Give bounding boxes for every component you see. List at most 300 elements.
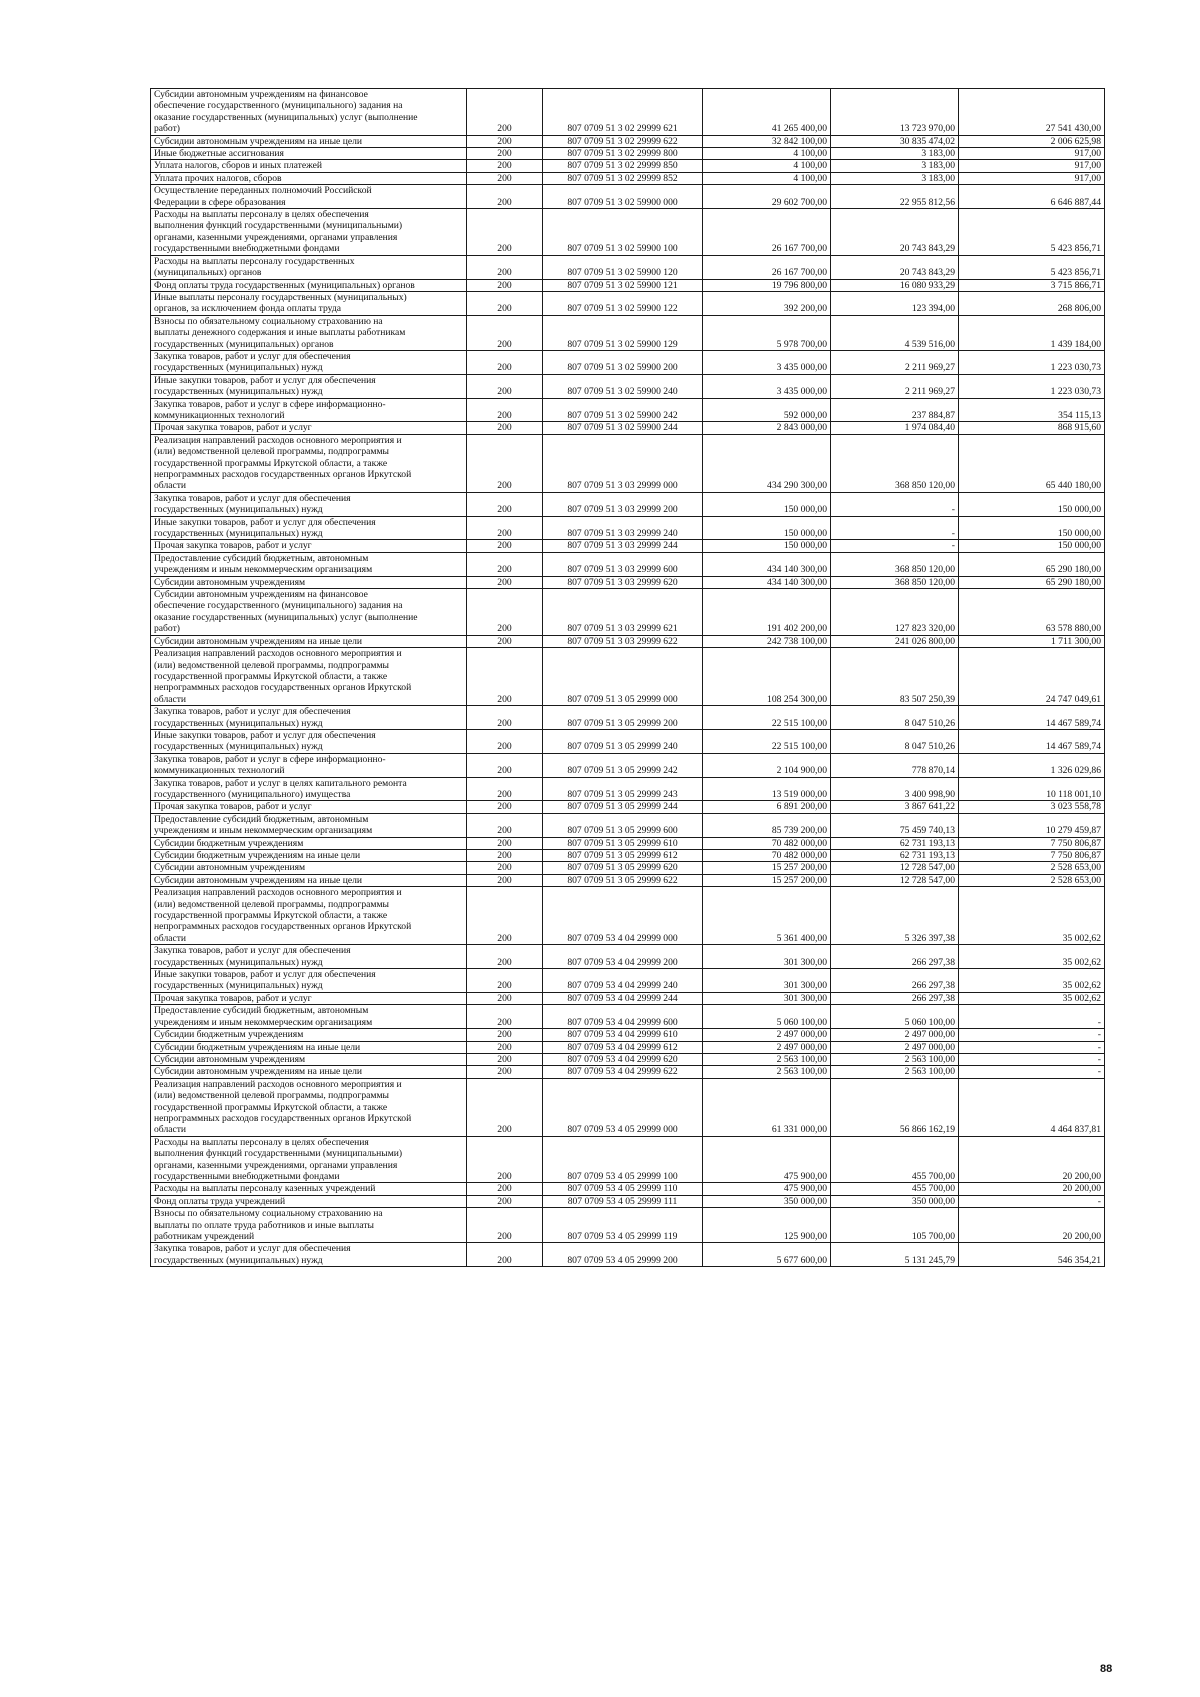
line-code-cell: 200 <box>467 291 543 315</box>
expenditure-name-cell: Иные закупки товаров, работ и услуг для обеспечения государственных (муниципальных) нужд <box>151 516 467 540</box>
line-code-cell: 200 <box>467 801 543 813</box>
budget-classification-code-cell: 807 0709 51 3 03 29999 244 <box>543 540 703 552</box>
expenditure-name-cell: Фонд оплаты труда государственных (муниципальных) органов <box>151 279 467 291</box>
executed-amount-cell: 5 060 100,00 <box>831 1005 959 1029</box>
executed-amount-cell: - <box>831 492 959 516</box>
budget-classification-code-cell: 807 0709 51 3 05 29999 200 <box>543 706 703 730</box>
unexecuted-amount-cell: 917,00 <box>959 160 1105 172</box>
unexecuted-amount-cell: 35 002,62 <box>959 945 1105 969</box>
table-row <box>151 350 1105 374</box>
budget-classification-code-cell: 807 0709 51 3 02 29999 852 <box>543 172 703 184</box>
executed-amount-cell: 3 183,00 <box>831 172 959 184</box>
approved-amount-cell: 475 900,00 <box>703 1136 831 1183</box>
table-row <box>151 422 1105 434</box>
unexecuted-amount-cell: 63 578 880,00 <box>959 589 1105 636</box>
line-code-cell: 200 <box>467 777 543 801</box>
expenditure-name-cell: Субсидии бюджетным учреждениям на иные цели <box>151 850 467 862</box>
table-row <box>151 862 1105 874</box>
approved-amount-cell: 13 519 000,00 <box>703 777 831 801</box>
approved-amount-cell: 5 060 100,00 <box>703 1005 831 1029</box>
line-code-cell: 200 <box>467 1243 543 1267</box>
expenditure-name-cell: Предоставление субсидий бюджетным, автономным учреждениям и иным некоммерческим организациям <box>151 1005 467 1029</box>
budget-classification-code-cell: 807 0709 51 3 05 29999 242 <box>543 753 703 777</box>
approved-amount-cell: 592 000,00 <box>703 398 831 422</box>
table-row <box>151 89 1105 136</box>
approved-amount-cell: 4 100,00 <box>703 160 831 172</box>
executed-amount-cell: 3 400 998,90 <box>831 777 959 801</box>
line-code-cell: 200 <box>467 1136 543 1183</box>
table-row <box>151 160 1105 172</box>
table-row <box>151 185 1105 209</box>
executed-amount-cell: 5 131 245,79 <box>831 1243 959 1267</box>
expenditure-name-cell: Прочая закупка товаров, работ и услуг <box>151 801 467 813</box>
budget-classification-code-cell: 807 0709 51 3 03 29999 240 <box>543 516 703 540</box>
line-code-cell: 200 <box>467 887 543 945</box>
unexecuted-amount-cell: 5 423 856,71 <box>959 255 1105 279</box>
expenditure-name-cell: Предоставление субсидий бюджетным, автономным учреждениям и иным некоммерческим организациям <box>151 552 467 576</box>
table-row <box>151 172 1105 184</box>
expenditure-name-cell: Расходы на выплаты персоналу в целях обеспечения выполнения функций государственными (муниципальными) органами, казенными учреждениями, органами управления государственными внебюджетными фондами <box>151 209 467 256</box>
approved-amount-cell: 26 167 700,00 <box>703 209 831 256</box>
approved-amount-cell: 41 265 400,00 <box>703 89 831 136</box>
executed-amount-cell: 8 047 510,26 <box>831 706 959 730</box>
expenditure-name-cell: Расходы на выплаты персоналу в целях обеспечения выполнения функций государственными (муниципальными) органами, казенными учреждениями, органами управления государственными внебюджетными фондами <box>151 1136 467 1183</box>
unexecuted-amount-cell: 268 806,00 <box>959 291 1105 315</box>
approved-amount-cell: 2 563 100,00 <box>703 1066 831 1078</box>
line-code-cell: 200 <box>467 540 543 552</box>
table-row <box>151 1195 1105 1207</box>
unexecuted-amount-cell: 10 279 459,87 <box>959 813 1105 837</box>
approved-amount-cell: 2 497 000,00 <box>703 1029 831 1041</box>
budget-classification-code-cell: 807 0709 53 4 04 29999 244 <box>543 992 703 1004</box>
table-row <box>151 434 1105 492</box>
expenditure-name-cell: Субсидии автономным учреждениям на финансовое обеспечение государственного (муниципального) задания на оказание государственных (муниципальных) услуг (выполнение работ) <box>151 89 467 136</box>
unexecuted-amount-cell: 3 715 866,71 <box>959 279 1105 291</box>
executed-amount-cell: 8 047 510,26 <box>831 729 959 753</box>
budget-classification-code-cell: 807 0709 51 3 02 59900 240 <box>543 374 703 398</box>
expenditure-name-cell: Фонд оплаты труда учреждений <box>151 1195 467 1207</box>
line-code-cell: 200 <box>467 172 543 184</box>
table-row <box>151 576 1105 588</box>
table-row <box>151 209 1105 256</box>
approved-amount-cell: 434 140 300,00 <box>703 576 831 588</box>
unexecuted-amount-cell: 546 354,21 <box>959 1243 1105 1267</box>
unexecuted-amount-cell: 20 200,00 <box>959 1208 1105 1243</box>
executed-amount-cell: 12 728 547,00 <box>831 862 959 874</box>
unexecuted-amount-cell: 150 000,00 <box>959 492 1105 516</box>
expenditure-name-cell: Расходы на выплаты персоналу казенных учреждений <box>151 1183 467 1195</box>
budget-classification-code-cell: 807 0709 53 4 04 29999 200 <box>543 945 703 969</box>
line-code-cell: 200 <box>467 434 543 492</box>
approved-amount-cell: 26 167 700,00 <box>703 255 831 279</box>
budget-classification-code-cell: 807 0709 51 3 03 29999 621 <box>543 589 703 636</box>
approved-amount-cell: 5 978 700,00 <box>703 315 831 350</box>
table-row <box>151 850 1105 862</box>
expenditure-name-cell: Реализация направлений расходов основного мероприятия и (или) ведомственной целевой программы, подпрограммы государственной программы Иркутской области, а также непрограммных расходов государственных органов Иркутской области <box>151 434 467 492</box>
unexecuted-amount-cell: 150 000,00 <box>959 540 1105 552</box>
budget-classification-code-cell: 807 0709 51 3 03 29999 620 <box>543 576 703 588</box>
executed-amount-cell: 455 700,00 <box>831 1183 959 1195</box>
budget-classification-code-cell: 807 0709 51 3 03 29999 200 <box>543 492 703 516</box>
unexecuted-amount-cell: - <box>959 1066 1105 1078</box>
table-row <box>151 1041 1105 1053</box>
approved-amount-cell: 150 000,00 <box>703 516 831 540</box>
unexecuted-amount-cell: 1 223 030,73 <box>959 374 1105 398</box>
unexecuted-amount-cell: 65 440 180,00 <box>959 434 1105 492</box>
line-code-cell: 200 <box>467 837 543 849</box>
unexecuted-amount-cell: 14 467 589,74 <box>959 729 1105 753</box>
executed-amount-cell: 266 297,38 <box>831 969 959 993</box>
expenditure-name-cell: Субсидии автономным учреждениям <box>151 1053 467 1065</box>
expenditure-name-cell: Иные закупки товаров, работ и услуг для обеспечения государственных (муниципальных) нужд <box>151 374 467 398</box>
unexecuted-amount-cell: 1 223 030,73 <box>959 350 1105 374</box>
approved-amount-cell: 22 515 100,00 <box>703 706 831 730</box>
expenditure-name-cell: Уплата налогов, сборов и иных платежей <box>151 160 467 172</box>
line-code-cell: 200 <box>467 1066 543 1078</box>
executed-amount-cell: 455 700,00 <box>831 1136 959 1183</box>
table-row <box>151 1183 1105 1195</box>
line-code-cell: 200 <box>467 1041 543 1053</box>
line-code-cell: 200 <box>467 992 543 1004</box>
executed-amount-cell: 368 850 120,00 <box>831 434 959 492</box>
line-code-cell: 200 <box>467 862 543 874</box>
table-row <box>151 1243 1105 1267</box>
budget-classification-code-cell: 807 0709 51 3 05 29999 620 <box>543 862 703 874</box>
table-row <box>151 516 1105 540</box>
approved-amount-cell: 125 900,00 <box>703 1208 831 1243</box>
approved-amount-cell: 301 300,00 <box>703 969 831 993</box>
budget-classification-code-cell: 807 0709 51 3 02 29999 800 <box>543 148 703 160</box>
budget-execution-table <box>150 88 1105 1267</box>
expenditure-name-cell: Иные бюджетные ассигнования <box>151 148 467 160</box>
budget-classification-code-cell: 807 0709 51 3 03 29999 000 <box>543 434 703 492</box>
unexecuted-amount-cell: 2 006 625,98 <box>959 135 1105 147</box>
unexecuted-amount-cell: 6 646 887,44 <box>959 185 1105 209</box>
table-row <box>151 801 1105 813</box>
budget-classification-code-cell: 807 0709 51 3 02 59900 100 <box>543 209 703 256</box>
expenditure-name-cell: Осуществление переданных полномочий Российской Федерации в сфере образования <box>151 185 467 209</box>
unexecuted-amount-cell: - <box>959 1195 1105 1207</box>
budget-classification-code-cell: 807 0709 53 4 04 29999 610 <box>543 1029 703 1041</box>
approved-amount-cell: 22 515 100,00 <box>703 729 831 753</box>
budget-classification-code-cell: 807 0709 51 3 03 29999 600 <box>543 552 703 576</box>
table-row <box>151 706 1105 730</box>
budget-classification-code-cell: 807 0709 51 3 02 59900 129 <box>543 315 703 350</box>
executed-amount-cell: 30 835 474,02 <box>831 135 959 147</box>
executed-amount-cell: 241 026 800,00 <box>831 635 959 647</box>
budget-classification-code-cell: 807 0709 53 4 05 29999 000 <box>543 1078 703 1136</box>
executed-amount-cell: 2 211 969,27 <box>831 374 959 398</box>
unexecuted-amount-cell: 917,00 <box>959 172 1105 184</box>
executed-amount-cell: 13 723 970,00 <box>831 89 959 136</box>
expenditure-name-cell: Закупка товаров, работ и услуг для обеспечения государственных (муниципальных) нужд <box>151 706 467 730</box>
table-row <box>151 729 1105 753</box>
budget-classification-code-cell: 807 0709 51 3 02 29999 621 <box>543 89 703 136</box>
expenditure-name-cell: Субсидии автономным учреждениям на иные цели <box>151 135 467 147</box>
expenditure-name-cell: Прочая закупка товаров, работ и услуг <box>151 992 467 1004</box>
expenditure-name-cell: Прочая закупка товаров, работ и услуг <box>151 422 467 434</box>
table-row <box>151 1005 1105 1029</box>
approved-amount-cell: 150 000,00 <box>703 540 831 552</box>
budget-classification-code-cell: 807 0709 51 3 05 29999 000 <box>543 648 703 706</box>
line-code-cell: 200 <box>467 279 543 291</box>
line-code-cell: 200 <box>467 398 543 422</box>
unexecuted-amount-cell: 20 200,00 <box>959 1183 1105 1195</box>
line-code-cell: 200 <box>467 589 543 636</box>
budget-classification-code-cell: 807 0709 51 3 05 29999 243 <box>543 777 703 801</box>
expenditure-name-cell: Субсидии автономным учреждениям <box>151 576 467 588</box>
expenditure-name-cell: Уплата прочих налогов, сборов <box>151 172 467 184</box>
table-row <box>151 1208 1105 1243</box>
executed-amount-cell: 56 866 162,19 <box>831 1078 959 1136</box>
budget-classification-code-cell: 807 0709 53 4 05 29999 111 <box>543 1195 703 1207</box>
line-code-cell: 200 <box>467 1053 543 1065</box>
executed-amount-cell: 123 394,00 <box>831 291 959 315</box>
table-row <box>151 777 1105 801</box>
expenditure-name-cell: Закупка товаров, работ и услуг в сфере информационно- коммуникационных технологий <box>151 753 467 777</box>
table-row <box>151 540 1105 552</box>
table-row <box>151 635 1105 647</box>
expenditure-name-cell: Иные закупки товаров, работ и услуг для обеспечения государственных (муниципальных) нужд <box>151 969 467 993</box>
unexecuted-amount-cell: 354 115,13 <box>959 398 1105 422</box>
unexecuted-amount-cell: 7 750 806,87 <box>959 837 1105 849</box>
expenditure-name-cell: Иные выплаты персоналу государственных (муниципальных) органов, за исключением фонда оплаты труда <box>151 291 467 315</box>
table-row <box>151 1078 1105 1136</box>
executed-amount-cell: 20 743 843,29 <box>831 255 959 279</box>
budget-classification-code-cell: 807 0709 51 3 02 29999 850 <box>543 160 703 172</box>
executed-amount-cell: 266 297,38 <box>831 992 959 1004</box>
line-code-cell: 200 <box>467 135 543 147</box>
budget-classification-code-cell: 807 0709 53 4 04 29999 000 <box>543 887 703 945</box>
approved-amount-cell: 242 738 100,00 <box>703 635 831 647</box>
approved-amount-cell: 475 900,00 <box>703 1183 831 1195</box>
table-row <box>151 1053 1105 1065</box>
executed-amount-cell: 778 870,14 <box>831 753 959 777</box>
executed-amount-cell: 3 867 641,22 <box>831 801 959 813</box>
table-row <box>151 315 1105 350</box>
unexecuted-amount-cell: 1 326 029,86 <box>959 753 1105 777</box>
budget-classification-code-cell: 807 0709 53 4 04 29999 622 <box>543 1066 703 1078</box>
unexecuted-amount-cell: - <box>959 1005 1105 1029</box>
budget-classification-code-cell: 807 0709 53 4 05 29999 119 <box>543 1208 703 1243</box>
budget-classification-code-cell: 807 0709 51 3 02 59900 200 <box>543 350 703 374</box>
approved-amount-cell: 2 104 900,00 <box>703 753 831 777</box>
expenditure-name-cell: Субсидии автономным учреждениям <box>151 862 467 874</box>
line-code-cell: 200 <box>467 729 543 753</box>
unexecuted-amount-cell: 7 750 806,87 <box>959 850 1105 862</box>
budget-classification-code-cell: 807 0709 51 3 03 29999 622 <box>543 635 703 647</box>
approved-amount-cell: 6 891 200,00 <box>703 801 831 813</box>
expenditure-name-cell: Реализация направлений расходов основного мероприятия и (или) ведомственной целевой программы, подпрограммы государственной программы Иркутской области, а также непрограммных расходов государственных органов Иркутской области <box>151 1078 467 1136</box>
unexecuted-amount-cell: 1 439 184,00 <box>959 315 1105 350</box>
line-code-cell: 200 <box>467 89 543 136</box>
budget-classification-code-cell: 807 0709 51 3 05 29999 600 <box>543 813 703 837</box>
executed-amount-cell: 2 563 100,00 <box>831 1053 959 1065</box>
unexecuted-amount-cell: 27 541 430,00 <box>959 89 1105 136</box>
unexecuted-amount-cell: 2 528 653,00 <box>959 862 1105 874</box>
expenditure-name-cell: Взносы по обязательному социальному страхованию на выплаты по оплате труда работников и иные выплаты работникам учреждений <box>151 1208 467 1243</box>
approved-amount-cell: 150 000,00 <box>703 492 831 516</box>
line-code-cell: 200 <box>467 516 543 540</box>
unexecuted-amount-cell: 1 711 300,00 <box>959 635 1105 647</box>
expenditure-name-cell: Закупка товаров, работ и услуг для обеспечения государственных (муниципальных) нужд <box>151 945 467 969</box>
approved-amount-cell: 392 200,00 <box>703 291 831 315</box>
table-body <box>151 89 1105 1267</box>
executed-amount-cell: 75 459 740,13 <box>831 813 959 837</box>
approved-amount-cell: 15 257 200,00 <box>703 874 831 886</box>
budget-classification-code-cell: 807 0709 51 3 05 29999 240 <box>543 729 703 753</box>
budget-classification-code-cell: 807 0709 51 3 02 29999 622 <box>543 135 703 147</box>
approved-amount-cell: 191 402 200,00 <box>703 589 831 636</box>
unexecuted-amount-cell: 3 023 558,78 <box>959 801 1105 813</box>
executed-amount-cell: 368 850 120,00 <box>831 576 959 588</box>
budget-classification-code-cell: 807 0709 51 3 05 29999 610 <box>543 837 703 849</box>
approved-amount-cell: 5 677 600,00 <box>703 1243 831 1267</box>
approved-amount-cell: 4 100,00 <box>703 172 831 184</box>
budget-classification-code-cell: 807 0709 53 4 04 29999 612 <box>543 1041 703 1053</box>
line-code-cell: 200 <box>467 1005 543 1029</box>
expenditure-name-cell: Предоставление субсидий бюджетным, автономным учреждениям и иным некоммерческим организациям <box>151 813 467 837</box>
expenditure-name-cell: Субсидии автономным учреждениям на иные цели <box>151 1066 467 1078</box>
expenditure-name-cell: Субсидии бюджетным учреждениям <box>151 1029 467 1041</box>
unexecuted-amount-cell: 35 002,62 <box>959 887 1105 945</box>
table-row <box>151 945 1105 969</box>
approved-amount-cell: 61 331 000,00 <box>703 1078 831 1136</box>
expenditure-name-cell: Реализация направлений расходов основного мероприятия и (или) ведомственной целевой программы, подпрограммы государственной программы Иркутской области, а также непрограммных расходов государственных органов Иркутской области <box>151 887 467 945</box>
line-code-cell: 200 <box>467 1078 543 1136</box>
unexecuted-amount-cell: 10 118 001,10 <box>959 777 1105 801</box>
executed-amount-cell: 266 297,38 <box>831 945 959 969</box>
table-row <box>151 589 1105 636</box>
line-code-cell: 200 <box>467 1029 543 1041</box>
approved-amount-cell: 29 602 700,00 <box>703 185 831 209</box>
executed-amount-cell: 20 743 843,29 <box>831 209 959 256</box>
unexecuted-amount-cell: 65 290 180,00 <box>959 552 1105 576</box>
approved-amount-cell: 108 254 300,00 <box>703 648 831 706</box>
unexecuted-amount-cell: 20 200,00 <box>959 1136 1105 1183</box>
unexecuted-amount-cell: - <box>959 1053 1105 1065</box>
line-code-cell: 200 <box>467 874 543 886</box>
table-row <box>151 813 1105 837</box>
unexecuted-amount-cell: 35 002,62 <box>959 992 1105 1004</box>
executed-amount-cell: 2 497 000,00 <box>831 1041 959 1053</box>
approved-amount-cell: 434 140 300,00 <box>703 552 831 576</box>
budget-classification-code-cell: 807 0709 53 4 04 29999 620 <box>543 1053 703 1065</box>
line-code-cell: 200 <box>467 1183 543 1195</box>
line-code-cell: 200 <box>467 255 543 279</box>
unexecuted-amount-cell: 150 000,00 <box>959 516 1105 540</box>
executed-amount-cell: 105 700,00 <box>831 1208 959 1243</box>
budget-classification-code-cell: 807 0709 51 3 05 29999 244 <box>543 801 703 813</box>
budget-classification-code-cell: 807 0709 53 4 05 29999 100 <box>543 1136 703 1183</box>
budget-classification-code-cell: 807 0709 53 4 05 29999 110 <box>543 1183 703 1195</box>
line-code-cell: 200 <box>467 576 543 588</box>
line-code-cell: 200 <box>467 185 543 209</box>
budget-classification-code-cell: 807 0709 53 4 04 29999 600 <box>543 1005 703 1029</box>
table-row <box>151 992 1105 1004</box>
executed-amount-cell: 4 539 516,00 <box>831 315 959 350</box>
table-row <box>151 753 1105 777</box>
line-code-cell: 200 <box>467 374 543 398</box>
executed-amount-cell: 16 080 933,29 <box>831 279 959 291</box>
expenditure-name-cell: Взносы по обязательному социальному страхованию на выплаты денежного содержания и иные выплаты работникам государственных (муниципальных) органов <box>151 315 467 350</box>
executed-amount-cell: 3 183,00 <box>831 160 959 172</box>
line-code-cell: 200 <box>467 148 543 160</box>
expenditure-name-cell: Закупка товаров, работ и услуг в целях капитального ремонта государственного (муниципального) имущества <box>151 777 467 801</box>
expenditure-name-cell: Закупка товаров, работ и услуг в сфере информационно- коммуникационных технологий <box>151 398 467 422</box>
expenditure-name-cell: Субсидии бюджетным учреждениям на иные цели <box>151 1041 467 1053</box>
expenditure-name-cell: Реализация направлений расходов основного мероприятия и (или) ведомственной целевой программы, подпрограммы государственной программы Иркутской области, а также непрограммных расходов государственных органов Иркутской области <box>151 648 467 706</box>
executed-amount-cell: 350 000,00 <box>831 1195 959 1207</box>
line-code-cell: 200 <box>467 1195 543 1207</box>
line-code-cell: 200 <box>467 492 543 516</box>
table-row <box>151 552 1105 576</box>
line-code-cell: 200 <box>467 209 543 256</box>
expenditure-name-cell: Субсидии бюджетным учреждениям <box>151 837 467 849</box>
table-row <box>151 837 1105 849</box>
approved-amount-cell: 3 435 000,00 <box>703 350 831 374</box>
executed-amount-cell: 127 823 320,00 <box>831 589 959 636</box>
expenditure-name-cell: Закупка товаров, работ и услуг для обеспечения государственных (муниципальных) нужд <box>151 492 467 516</box>
table-row <box>151 648 1105 706</box>
budget-classification-code-cell: 807 0709 51 3 02 59900 244 <box>543 422 703 434</box>
executed-amount-cell: 22 955 812,56 <box>831 185 959 209</box>
approved-amount-cell: 5 361 400,00 <box>703 887 831 945</box>
executed-amount-cell: 62 731 193,13 <box>831 850 959 862</box>
line-code-cell: 200 <box>467 813 543 837</box>
budget-classification-code-cell: 807 0709 51 3 05 29999 612 <box>543 850 703 862</box>
expenditure-name-cell: Закупка товаров, работ и услуг для обеспечения государственных (муниципальных) нужд <box>151 350 467 374</box>
budget-classification-code-cell: 807 0709 53 4 05 29999 200 <box>543 1243 703 1267</box>
line-code-cell: 200 <box>467 753 543 777</box>
executed-amount-cell: 237 884,87 <box>831 398 959 422</box>
approved-amount-cell: 70 482 000,00 <box>703 837 831 849</box>
expenditure-name-cell: Субсидии автономным учреждениям на иные цели <box>151 874 467 886</box>
executed-amount-cell: 1 974 084,40 <box>831 422 959 434</box>
unexecuted-amount-cell: 14 467 589,74 <box>959 706 1105 730</box>
table-row <box>151 135 1105 147</box>
line-code-cell: 200 <box>467 1208 543 1243</box>
table-row <box>151 374 1105 398</box>
unexecuted-amount-cell: 868 915,60 <box>959 422 1105 434</box>
executed-amount-cell: - <box>831 516 959 540</box>
expenditure-name-cell: Субсидии автономным учреждениям на финансовое обеспечение государственного (муниципального) задания на оказание государственных (муниципальных) услуг (выполнение работ) <box>151 589 467 636</box>
expenditure-name-cell: Закупка товаров, работ и услуг для обеспечения государственных (муниципальных) нужд <box>151 1243 467 1267</box>
executed-amount-cell: 2 211 969,27 <box>831 350 959 374</box>
expenditure-name-cell: Расходы на выплаты персоналу государственных (муниципальных) органов <box>151 255 467 279</box>
approved-amount-cell: 2 497 000,00 <box>703 1041 831 1053</box>
budget-classification-code-cell: 807 0709 51 3 02 59900 000 <box>543 185 703 209</box>
unexecuted-amount-cell: 5 423 856,71 <box>959 209 1105 256</box>
approved-amount-cell: 4 100,00 <box>703 148 831 160</box>
line-code-cell: 200 <box>467 969 543 993</box>
unexecuted-amount-cell: 24 747 049,61 <box>959 648 1105 706</box>
approved-amount-cell: 15 257 200,00 <box>703 862 831 874</box>
executed-amount-cell: 83 507 250,39 <box>831 648 959 706</box>
line-code-cell: 200 <box>467 422 543 434</box>
table-row <box>151 1136 1105 1183</box>
approved-amount-cell: 2 563 100,00 <box>703 1053 831 1065</box>
unexecuted-amount-cell: 4 464 837,81 <box>959 1078 1105 1136</box>
approved-amount-cell: 32 842 100,00 <box>703 135 831 147</box>
approved-amount-cell: 350 000,00 <box>703 1195 831 1207</box>
budget-classification-code-cell: 807 0709 51 3 02 59900 122 <box>543 291 703 315</box>
line-code-cell: 200 <box>467 635 543 647</box>
approved-amount-cell: 301 300,00 <box>703 992 831 1004</box>
table-row <box>151 1066 1105 1078</box>
expenditure-name-cell: Прочая закупка товаров, работ и услуг <box>151 540 467 552</box>
table-row <box>151 969 1105 993</box>
